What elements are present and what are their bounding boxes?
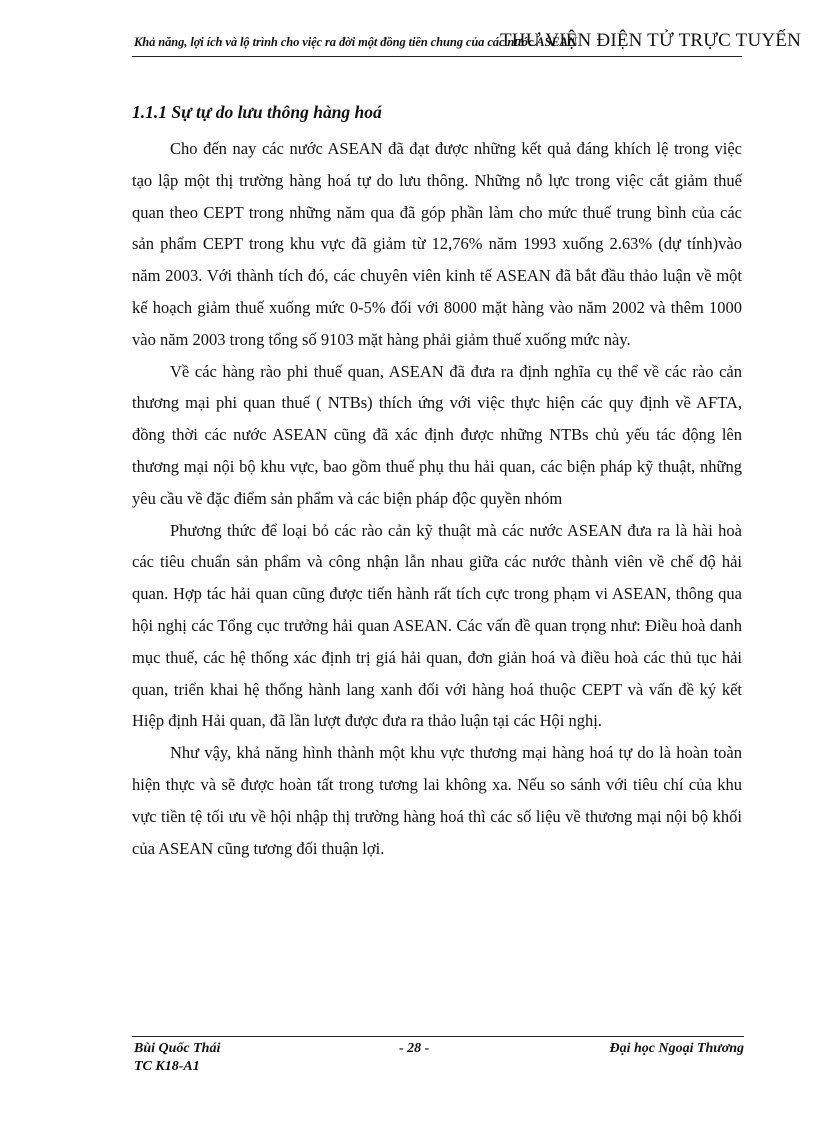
footer-page-number: - 28 - — [399, 1041, 430, 1056]
header-title: Khả năng, lợi ích và lộ trình cho việc ra đời một đồng tiền chung của các nước ASEAN — [134, 35, 577, 49]
paragraph-tariff-reduction: Cho đến nay các nước ASEAN đã đạt được những kết quả đáng khích lệ trong việc tạo lập một thị trường hàng hoá tự do lưu thông. Những nỗ lực trong việc cắt giảm thuế quan theo CEPT trong những năm qua đã góp phần làm cho mức thuế trung bình của các sản phẩm CEPT trong khu vực đã giảm từ 12,76% năm 1993 xuống 2.63% (dự tính)vào năm 2003. Với thành tích đó, các chuyên viên kinh tế ASEAN đã bắt đầu thảo luận về một kế hoạch giảm thuế xuống mức 0-5% đối với 8000 mặt hàng vào năm 2002 và thêm 1000 vào năm 2003 trong tổng số 9103 mặt hàng phải giảm thuế xuống mức này. — [132, 139, 742, 349]
page-footer — [132, 1036, 744, 1074]
paragraph-technical-barriers: Phương thức để loại bỏ các rào cản kỹ thuật mà các nước ASEAN đưa ra là hài hoà các tiêu chuẩn sản phẩm và công nhận lẫn nhau giữa các nước thành viên về chế độ hải quan. Hợp tác hải quan cũng được tiến hành rất tích cực trong phạm vi ASEAN, thông qua hội nghị các Tổng cục trưởng hải quan ASEAN. Các vấn đề quan trọng như: Điều hoà danh mục thuế, các hệ thống xác định trị giá hải quan, đơn giản hoá và điều hoà các thủ tục hải quan, triển khai hệ thống hành lang xanh đối với hàng hoá thuộc CEPT và vấn đề ký kết Hiệp định Hải quan, đã lần lượt được đưa ra thảo luận tại các Hội nghị. — [132, 520, 742, 731]
footer-class-code: TC K18-A1 — [134, 1059, 200, 1074]
footer-university: Đại học Ngoại Thương — [609, 1041, 744, 1056]
footer-author: Bùi Quốc Thái — [134, 1041, 221, 1056]
section-heading: 1.1.1 Sự tự do lưu thông hàng hoá — [132, 102, 382, 122]
document-body — [132, 98, 742, 864]
watermark-text: THƯ VIỆN ĐIỆN TỬ TRỰC TUYẾN — [500, 30, 802, 51]
paragraph-non-tariff-barriers: Về các hàng rào phi thuế quan, ASEAN đã đưa ra định nghĩa cụ thể về các rào cản thương mại phi quan thuế ( NTBs) thích ứng với việc thực hiện các quy định về AFTA, đồng thời các nước ASEAN cũng đã xác định được những NTBs chủ yếu tác động lên thương mại nội bộ khu vực, bao gồm thuế phụ thu hải quan, các biện pháp kỹ thuật, những yêu cầu về đặc điểm sản phẩm và các biện pháp độc quyền nhóm — [132, 361, 742, 508]
paragraph-conclusion: Như vậy, khả năng hình thành một khu vực thương mại hàng hoá tự do là hoàn toàn hiện thực và sẽ được hoàn tất trong tương lai không xa. Nếu so sánh với tiêu chí của khu vực tiền tệ tối ưu về hội nhập thị trường hàng hoá thì các số liệu về thương mại nội bộ khối của ASEAN cũng tương đối thuận lợi. — [132, 743, 742, 858]
